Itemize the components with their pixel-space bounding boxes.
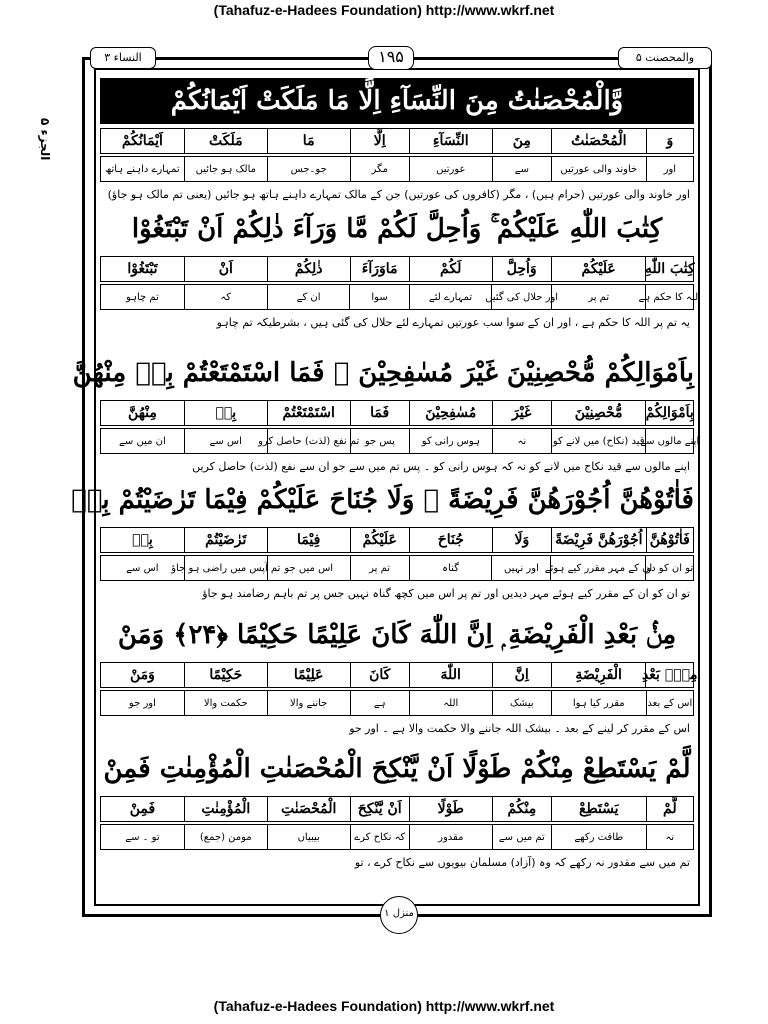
- word-cell: بِهٖ: [132, 532, 153, 548]
- ayah-line: فَاٰتُوْهُنَّ اُجُوْرَهُنَّ فَرِيْضَةً ۚ وَلَا جُنَاحَ عَلَيْكُمْ فِيْمَا تَرٰضَيْتُمْ بِهٖ: [71, 485, 694, 515]
- manzil-marker: منزل ۱: [380, 896, 418, 934]
- translation-line: تو ان کو ان کے مقرر کیے ہوئے مہر دیدیں اور تم پر اس میں کچھ گناہ نہیں جس پر تم باہم رضامند ہو جاؤ: [202, 587, 690, 600]
- meaning-cell: عورتیں: [409, 157, 492, 181]
- word-cell: اَيْمَانُكُمْ: [121, 133, 163, 149]
- meaning-cell: مومن (جمع): [184, 825, 267, 849]
- word-cell: وَ: [646, 129, 693, 153]
- meaning-cell: جاننے والا: [267, 691, 350, 715]
- meaning-cell: مالک ہو جائیں: [184, 157, 267, 181]
- word-cell: لَكُمْ: [409, 257, 492, 281]
- word-cell: مُّحْصِنِيْنَ: [551, 401, 646, 425]
- word-cell: عَلِيْمًا: [267, 663, 350, 687]
- word-cell: مُسٰفِحِيْنَ: [409, 401, 492, 425]
- word-cell: الْمُحْصَنٰتِ: [267, 797, 350, 821]
- translation-line: اور خاوند والی عورتیں (حرام ہیں) ، مگر (کافروں کی عورتیں) جن کے مالک تمہارے داہنے ہاتھ ہو جائیں (یعنی تم مالک ہو جاؤ): [107, 188, 690, 201]
- word-row: [100, 796, 694, 822]
- word-row: [100, 256, 694, 282]
- translation-line: اپنے مالوں سے قید نکاح میں لانے کو نہ کہ ہوس رانی کو ۔ پس تم میں سے جو ان سے نفع (لذت) حاصل کریں: [192, 460, 690, 473]
- meaning-cell: تم آپس میں راضی ہو جاؤ: [184, 556, 267, 580]
- ayah-line: وَّالْمُحْصَنٰتُ مِنَ النِّسَآءِ اِلَّا مَا مَلَكَتْ اَيْمَانُكُمْ: [100, 78, 694, 124]
- word-cell: وَلَا: [492, 528, 551, 552]
- meaning-row: [100, 555, 694, 581]
- meaning-cell: اور جو: [128, 697, 156, 709]
- word-cell: اسْتَمْتَعْتُمْ: [267, 401, 350, 425]
- word-row: [100, 527, 694, 553]
- meaning-cell: تو ۔ سے: [125, 831, 160, 843]
- parah-tab: والمحصنت ۵: [618, 47, 712, 69]
- meaning-cell: مقدور: [409, 825, 492, 849]
- meaning-row: [100, 428, 700, 454]
- meaning-cell: تو ان کو دو: [645, 556, 693, 580]
- meaning-cell: ان میں سے: [119, 435, 166, 447]
- meaning-cell: تمہارے لئے: [409, 285, 492, 309]
- word-cell: اُجُوْرَهُنَّ فَرِيْضَةً: [551, 528, 646, 552]
- word-cell: تَبْتَغُوْا: [127, 261, 158, 277]
- meaning-cell: اس سے: [184, 429, 267, 453]
- meaning-cell: مقرر کیا ہوا: [551, 691, 646, 715]
- translation-line: تم میں سے مقدور نہ رکھے کہ وہ (آزاد) مسلمان بیویوں سے نکاح کرے ، تو: [354, 856, 690, 869]
- meaning-cell: بیشک: [492, 691, 551, 715]
- ayah-line: كِتٰبَ اللّٰهِ عَلَيْكُمْ ۚ وَاُحِلَّ لَكُمْ مَّا وَرَآءَ ذٰلِكُمْ اَنْ تَبْتَغُوْا: [131, 214, 663, 244]
- word-cell: بِاَمْوَالِكُمْ: [645, 401, 693, 425]
- meaning-cell: تم نفع (لذت) حاصل کرو: [267, 429, 350, 453]
- meaning-cell: اس سے: [126, 562, 159, 574]
- meaning-row: [100, 156, 694, 182]
- word-row: [100, 400, 694, 426]
- meaning-cell: قید (نکاح) میں لانے کو: [551, 429, 646, 453]
- word-cell: اَنْ يَّنْكِحَ: [350, 797, 409, 821]
- translation-line: یہ تم پر اللہ کا حکم ہے ، اور ان کے سوا سب عورتیں تمہارے لئے حلال کی گئی ہیں ، بشرطیکہ تم چاہو: [216, 316, 690, 329]
- meaning-row: [100, 690, 694, 716]
- meaning-cell: تمہارے داہنے ہاتھ: [105, 163, 180, 175]
- word-cell: مِنْكُمْ: [492, 797, 551, 821]
- meaning-cell: تم میں سے: [492, 825, 551, 849]
- meaning-cell: ان کے: [267, 285, 350, 309]
- word-cell: مِنْۢ بَعْدِ: [645, 663, 693, 687]
- word-cell: طَوْلًا: [409, 797, 492, 821]
- word-cell: غَيْرَ: [492, 401, 551, 425]
- meaning-cell: سوا: [349, 285, 408, 309]
- word-cell: عَلَيْكُمْ: [551, 257, 646, 281]
- word-cell: الْمُؤْمِنٰتِ: [184, 797, 267, 821]
- word-cell: النِّسَآءِ: [409, 129, 492, 153]
- word-cell: كَانَ: [350, 663, 409, 687]
- word-cell: جُنَاحَ: [409, 528, 492, 552]
- meaning-row: [100, 284, 701, 310]
- word-cell: فَمِنْ: [129, 801, 156, 817]
- meaning-cell: اس کے بعد: [646, 691, 693, 715]
- meaning-cell: کہ نکاح کرے: [350, 825, 409, 849]
- meaning-cell: اللہ کا حکم ہے: [645, 285, 693, 309]
- word-cell: مِنْهُنَّ: [128, 405, 157, 421]
- meaning-cell: ہے: [350, 691, 409, 715]
- meaning-row: [100, 824, 694, 850]
- meaning-cell: بیبیاں: [267, 825, 350, 849]
- meaning-cell: تم پر: [350, 556, 409, 580]
- word-cell: فَمَا: [350, 401, 409, 425]
- footer-link[interactable]: (Tahafuz-e-Hadees Foundation) http://www.wkrf.net: [213, 998, 555, 1014]
- juz-label: الجزء ۵: [38, 117, 52, 160]
- meaning-cell: اپنے مالوں سے: [645, 429, 693, 453]
- word-cell: حَكِيْمًا: [184, 663, 267, 687]
- word-cell: ذٰلِكُمْ: [267, 257, 350, 281]
- word-cell: مَلَكَتْ: [184, 129, 267, 153]
- word-cell: كِتٰبَ اللّٰهِ: [645, 257, 693, 281]
- surah-tab: النساء ۳: [90, 47, 156, 69]
- meaning-cell: تم چاہو: [125, 291, 159, 303]
- meaning-cell: تم پر: [551, 285, 646, 309]
- word-cell: وَاُحِلَّ: [492, 257, 551, 281]
- page-number: ۱۹۵: [368, 46, 414, 70]
- word-row: [100, 128, 694, 154]
- word-row: [100, 662, 698, 688]
- meaning-cell: گناہ: [409, 556, 492, 580]
- meaning-cell: پس جو: [350, 429, 409, 453]
- meaning-cell: نہ: [492, 429, 551, 453]
- word-cell: مَاوَرَآءَ: [350, 257, 409, 281]
- word-cell: مَا: [267, 129, 350, 153]
- meaning-cell: سے: [492, 157, 551, 181]
- word-cell: يَسْتَطِعْ: [551, 797, 646, 821]
- word-cell: لَّمْ: [646, 797, 693, 821]
- word-cell: اَنْ: [184, 257, 267, 281]
- word-cell: بِهٖ: [184, 401, 267, 425]
- header-link[interactable]: (Tahafuz-e-Hadees Foundation) http://www.wkrf.net: [213, 2, 555, 18]
- word-cell: اِنَّ: [492, 663, 551, 687]
- meaning-cell: حکمت والا: [184, 691, 267, 715]
- meaning-cell: اللہ: [409, 691, 492, 715]
- word-cell: اِلَّا: [350, 129, 409, 153]
- meaning-cell: ان کے مہر مقرر کیے ہوئے: [550, 556, 645, 580]
- ayah-line: لَّمْ يَسْتَطِعْ مِنْكُمْ طَوْلًا اَنْ يَّنْكِحَ الْمُحْصَنٰتِ الْمُؤْمِنٰتِ فَمِنْ: [103, 754, 691, 784]
- meaning-cell: جو۔جس: [267, 157, 350, 181]
- word-cell: الْمُحْصَنٰتُ: [551, 129, 646, 153]
- meaning-cell: مگر: [350, 157, 409, 181]
- ayah-line: مِنْۢ بَعْدِ الْفَرِيْضَةِ ۭ اِنَّ اللّٰهَ كَانَ عَلِيْمًا حَكِيْمًا ﴿۲۴﴾ وَمَنْ: [117, 620, 677, 650]
- word-cell: فَاٰتُوْهُنَّ: [646, 528, 693, 552]
- meaning-cell: اس میں جو: [267, 556, 350, 580]
- ayah-line: بِاَمْوَالِكُمْ مُّحْصِنِيْنَ غَيْرَ مُسٰفِحِيْنَ ۚ فَمَا اسْتَمْتَعْتُمْ بِهٖ مِنْهُنَّ: [72, 358, 694, 388]
- meaning-cell: اور نہیں: [491, 556, 550, 580]
- translation-line: اس کے مقرر کر لینے کے بعد ۔ بیشک اللہ جاننے والا حکمت والا ہے ۔ اور جو: [349, 722, 690, 735]
- word-cell: مِنَ: [492, 129, 551, 153]
- meaning-cell: خاوند والی عورتیں: [551, 157, 646, 181]
- meaning-cell: ہوس رانی کو: [409, 429, 492, 453]
- meaning-cell: اور: [646, 157, 693, 181]
- word-cell: فِيْمَا: [267, 528, 350, 552]
- word-cell: وَمَنْ: [129, 667, 155, 683]
- word-cell: اللّٰهَ: [409, 663, 492, 687]
- meaning-cell: نہ: [646, 825, 693, 849]
- word-cell: الْفَرِيْضَةِ: [551, 663, 646, 687]
- word-cell: تَرٰضَيْتُمْ: [184, 528, 267, 552]
- meaning-cell: کہ: [184, 285, 267, 309]
- meaning-cell: طاقت رکھے: [551, 825, 646, 849]
- word-cell: عَلَيْكُمْ: [350, 528, 409, 552]
- meaning-cell: اور حلال کی گئیں: [491, 285, 550, 309]
